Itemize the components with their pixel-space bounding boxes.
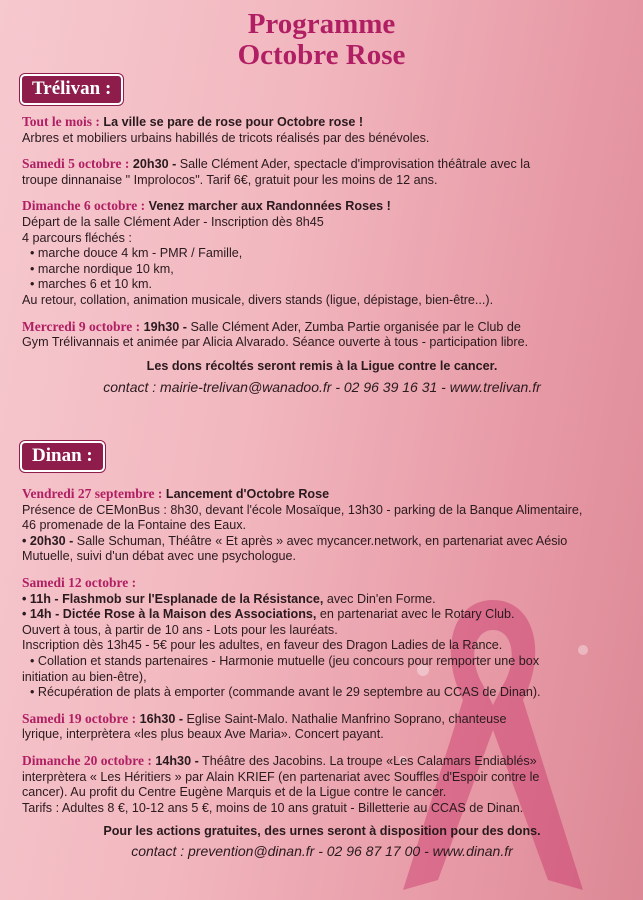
event-text: en partenariat avec le Rotary Club. (316, 607, 515, 622)
event-text: cancer). Au profit du Centre Eugène Marquis et de la Ligue contre le cancer. (22, 785, 447, 800)
contact-line[interactable]: contact : mairie-trelivan@wanadoo.fr - 02 96 39 16 31 - www.trelivan.fr (103, 379, 541, 396)
page-title (0, 9, 643, 71)
event-day-label: Mercredi 9 octobre : (22, 318, 141, 334)
event-text: Gym Trélivannais et animée par Alicia Alvarado. Séance ouverte à tous - participation libre. (22, 335, 529, 350)
event-day-label: Samedi 12 octobre : (22, 574, 137, 590)
event-text: Départ de la salle Clément Ader - Inscription dès 8h45 (22, 214, 324, 229)
event-text: Ouvert à tous, à partir de 10 ans - Lots pour les lauréats. (22, 622, 338, 637)
event-text: lyrique, interprètera «les plus beaux Ave Maria». Concert payant. (22, 727, 384, 742)
list-item: • Récupération de plats à emporter (commande avant le 29 septembre au CCAS de Dinan). (30, 685, 541, 700)
event-text: Salle Schuman, Théâtre « Et après » avec mycancer.network, en partenariat avec Aésio (73, 533, 568, 548)
urnes-notice: Pour les actions gratuites, des urnes seront à disposition pour des dons. (103, 824, 541, 839)
event-headline: Lancement d'Octobre Rose (162, 487, 330, 501)
event-text: Théâtre des Jacobins. La troupe «Les Calamars Endiablés» (198, 753, 537, 768)
event-text: Au retour, collation, animation musicale, divers stands (ligue, dépistage, bien-être...). (22, 292, 494, 307)
event-day-label: Samedi 19 octobre : (22, 710, 137, 726)
event-text: Inscription dès 13h45 - 5€ pour les adultes, en faveur des Dragon Ladies de la Rance. (22, 638, 503, 653)
dinan-section (22, 486, 622, 859)
section-tag-dinan: Dinan : (20, 441, 105, 472)
event-day-label: Tout le mois : (22, 114, 100, 129)
event-headline: • 14h - Dictée Rose à la Maison des Associations, (22, 607, 317, 622)
event-text: Eglise Saint-Malo. Nathalie Manfrino Soprano, chanteuse (183, 711, 507, 726)
section-tag-trelivan: Trélivan : (20, 74, 123, 105)
list-item: • marches 6 et 10 km. (30, 277, 152, 292)
event-text: 4 parcours fléchés : (22, 230, 132, 245)
list-item: • Collation et stands partenaires - Harmonie mutuelle (jeu concours pour remporter une box (30, 653, 540, 668)
event-headline: La ville se pare de rose pour Octobre rose ! (99, 115, 364, 129)
event-time: 19h30 - (140, 319, 187, 334)
event-day-label: Dimanche 6 octobre : (22, 198, 146, 214)
event-text: initiation au bien-être), (22, 669, 147, 684)
event-text: Présence de CEMonBus : 8h30, devant l'école Mosaïque, 13h30 - parking de la Banque Alimentaire, (22, 502, 583, 517)
event-day-label: Vendredi 27 septembre : (22, 486, 163, 501)
event-text: avec Din'en Forme. (323, 591, 436, 606)
event-time: 14h30 - (151, 753, 199, 768)
event-time: 20h30 - (129, 157, 177, 172)
event-text: Arbres et mobiliers urbains habillés de tricots réalisés par des bénévoles. (22, 130, 430, 145)
trelivan-section (22, 114, 622, 396)
dons-notice: Les dons récoltés seront remis à la Ligue contre le cancer. (146, 358, 498, 373)
event-text: Mutuelle, suivi d'un débat avec une psychologue. (22, 549, 297, 564)
title-line-1: Programme (247, 8, 396, 40)
event-headline: Venez marcher aux Randonnées Roses ! (145, 199, 391, 214)
event-text: troupe dinnanaise " Improlocos". Tarif 6€, gratuit pour les moins de 12 ans. (22, 172, 438, 187)
title-line-2: Octobre Rose (237, 39, 406, 71)
list-item: • marche douce 4 km - PMR / Famille, (30, 246, 243, 261)
event-headline: • 11h - Flashmob sur l'Esplanade de la Résistance, (22, 591, 324, 606)
event-day-label: Samedi 5 octobre : (22, 156, 130, 172)
event-text: Salle Clément Ader, spectacle d'improvisation théâtrale avec la (176, 157, 531, 172)
event-text: 46 promenade de la Fontaine des Eaux. (22, 518, 247, 533)
event-time: • 20h30 - (22, 533, 74, 548)
event-text: Salle Clément Ader, Zumba Partie organisée par le Club de (187, 319, 521, 334)
event-time: 16h30 - (136, 711, 184, 726)
event-day-label: Dimanche 20 octobre : (22, 752, 152, 768)
event-text: Tarifs : Adultes 8 €, 10-12 ans 5 €, moins de 10 ans gratuit - Billetterie au CCAS de Dinan. (22, 800, 524, 815)
event-text: interprètera « Les Héritiers » par Alain KRIEF (en partenariat avec Souffles d'Espoir contre le (22, 769, 540, 784)
contact-line[interactable]: contact : prevention@dinan.fr - 02 96 87 17 00 - www.dinan.fr (131, 842, 513, 859)
list-item: • marche nordique 10 km, (30, 261, 174, 276)
